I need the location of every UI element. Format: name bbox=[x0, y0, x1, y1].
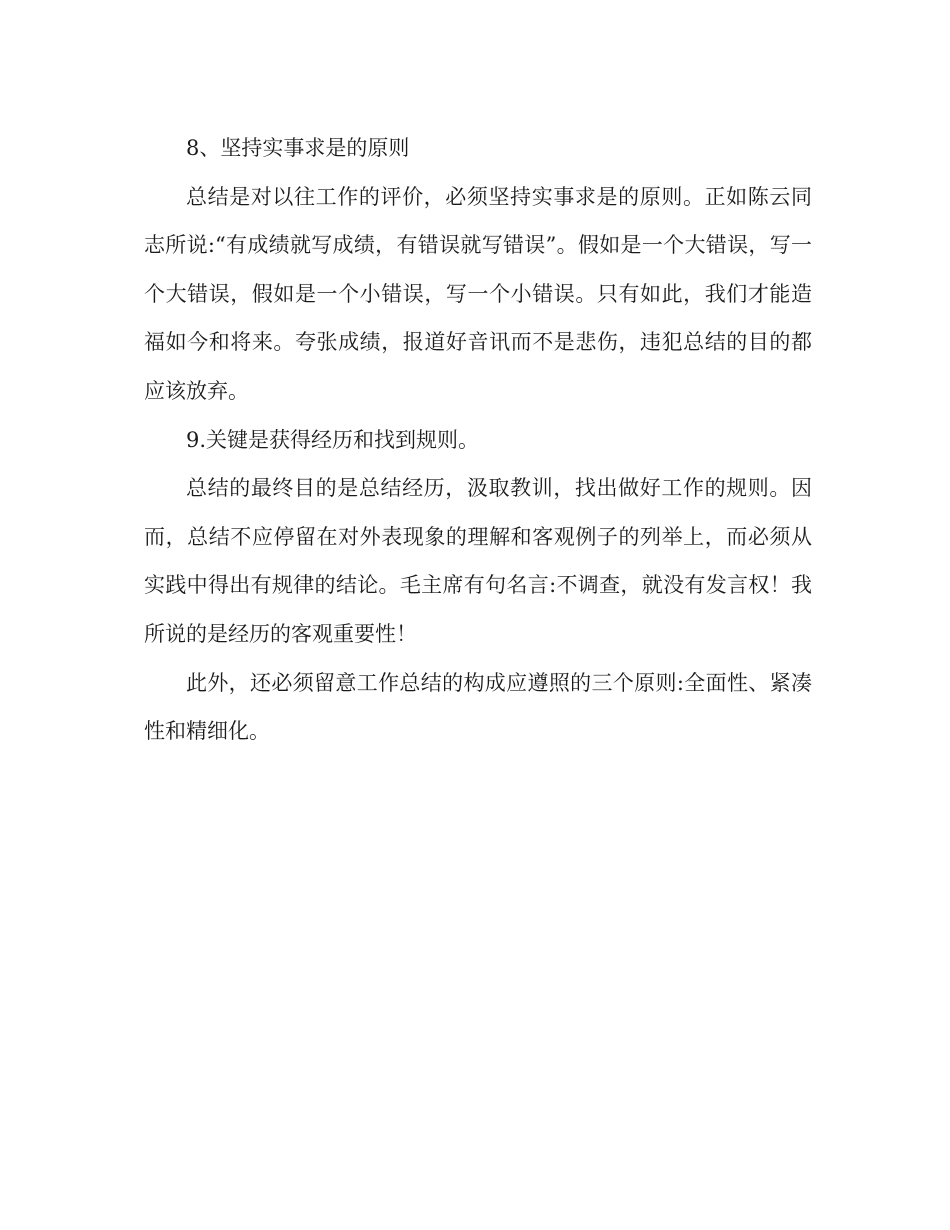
heading-principle-9: 9.关键是获得经历和找到规则。 bbox=[186, 427, 480, 452]
paragraph-principle-8: 总结是对以往工作的评价，必须坚持实事求是的原则。正如陈云同志所说:“有成绩就写成绩，有错误就写错误”。假如是一个大错误，写一个大错误，假如是一个小错误，写一个小错误。只有如此，我们才能造福如今和将来。夸张成绩，报道好音讯而不是悲伤，违犯总结的目的都应该放弃。 bbox=[144, 184, 812, 403]
paragraph-closing: 此外，还必须留意工作总结的构成应遵照的三个原则:全面性、紧凑性和精细化。 bbox=[144, 670, 812, 744]
document-body bbox=[144, 124, 812, 756]
paragraph-principle-9: 总结的最终目的是总结经历，汲取教训，找出做好工作的规则。因而，总结不应停留在对外表现象的理解和客观例子的列举上，而必须从实践中得出有规律的结论。毛主席有句名言:不调查，就没有发言权！我所说的是经历的客观重要性！ bbox=[144, 476, 812, 646]
heading-principle-8: 8、坚持实事求是的原则 bbox=[186, 136, 410, 160]
